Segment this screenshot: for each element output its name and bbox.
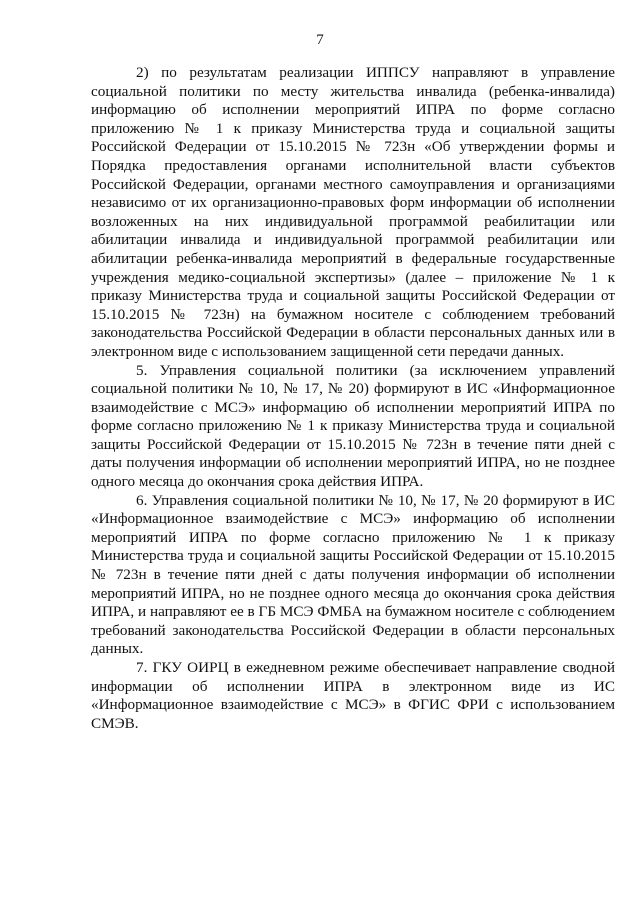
paragraph-item-7: 7. ГКУ ОИРЦ в ежедневном режиме обеспечивает направление сводной информации об исполнении ИПРА в электронном виде из ИС «Информационное взаимодействие с МСЭ» в ФГИС ФРИ с использованием СМЭВ. — [91, 659, 615, 732]
page-number: 7 — [316, 32, 324, 48]
paragraph-item-6: 6. Управления социальной политики № 10, № 17, № 20 формируют в ИС «Информационное взаимодействие с МСЭ» информацию об исполнении мероприятий ИПРА по форме согласно приложению № 1 к приказу Министерства труда и социальной защиты Российской Федерации от 15.10.2015 № 723н в течение пяти дней с даты получения информации об исполнении мероприятий ИПРА, но не позднее одного месяца до окончания срока действия ИПРА, и направляют ее в ГБ МСЭ ФМБА на бумажном носителе с соблюдением требований законодательства Российской Федерации в области персональных данных. — [91, 491, 615, 658]
paragraph-item-5: 5. Управления социальной политики (за исключением управлений социальной политики № 10, № 17, № 20) формируют в ИС «Информационное взаимодействие с МСЭ» информацию об исполнении мероприятий ИПРА по форме согласно приложению № 1 к приказу Министерства труда и социальной защиты Российской Федерации от 15.10.2015 № 723н в течение пяти дней с даты получения информации об исполнении мероприятий ИПРА, но не позднее одного месяца до окончания срока действия ИПРА. — [91, 361, 615, 491]
paragraph-item-2: 2) по результатам реализации ИППСУ направляют в управление социальной политики по месту жительства инвалида (ребенка-инвалида) информацию об исполнении мероприятий ИПРА по форме согласно приложению № 1 к приказу Министерства труда и социальной защиты Российской Федерации от 15.10.2015 № 723н «Об утверждении формы и Порядка предоставления органами исполнительной власти субъектов Российской Федерации, органами местного самоуправления и организациями независимо от их организационно-правовых форм информации об исполнении возложенных на них индивидуальной программой реабилитации или абилитации инвалида и индивидуальной программой реабилитации или абилитации ребенка-инвалида мероприятий в федеральные государственные учреждения медико-социальной экспертизы» (далее – приложение № 1 к приказу Министерства труда и социальной защиты Российской Федерации от 15.10.2015 № 723н) на бумажном носителе с соблюдением требований законодательства Российской Федерации в области персональных данных или в электронном виде с использованием защищенной сети передачи данных. — [91, 64, 615, 360]
document-body — [91, 64, 615, 733]
